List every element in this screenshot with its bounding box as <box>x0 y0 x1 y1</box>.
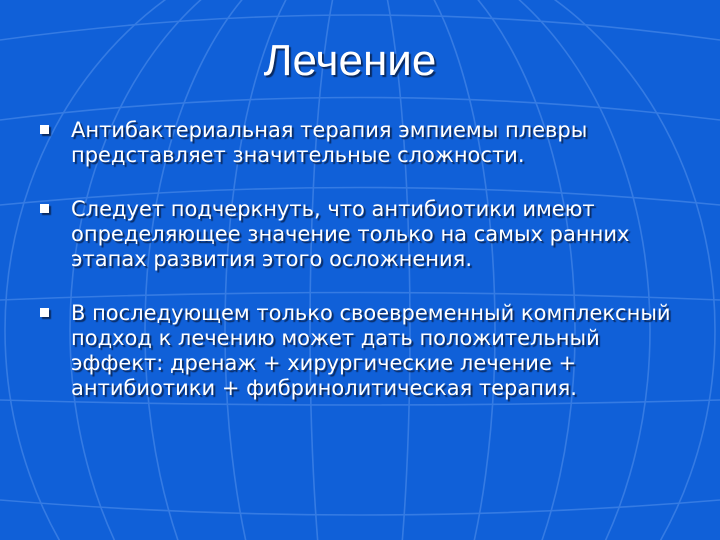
square-bullet-icon <box>40 204 49 213</box>
bullet-list <box>40 118 690 430</box>
square-bullet-icon <box>40 308 49 317</box>
bullet-text: Антибактериальная терапия эмпиемы плевры представляет значительные сложности. <box>71 118 588 167</box>
square-bullet-icon <box>40 125 49 134</box>
bullet-item <box>40 118 690 168</box>
slide-title: Лечение <box>263 36 437 85</box>
bullet-text: В последующем только своевременный комплексный подход к лечению может дать положительный эффект: дренаж + хирургические лечение + антибиотики + фибринолитическая терапия. <box>71 301 671 400</box>
bullet-item <box>40 301 690 401</box>
bullet-text: Следует подчеркнуть, что антибиотики имеют определяющее значение только на самых ранних этапах развития этого осложнения. <box>71 197 630 271</box>
bullet-item <box>40 197 690 272</box>
